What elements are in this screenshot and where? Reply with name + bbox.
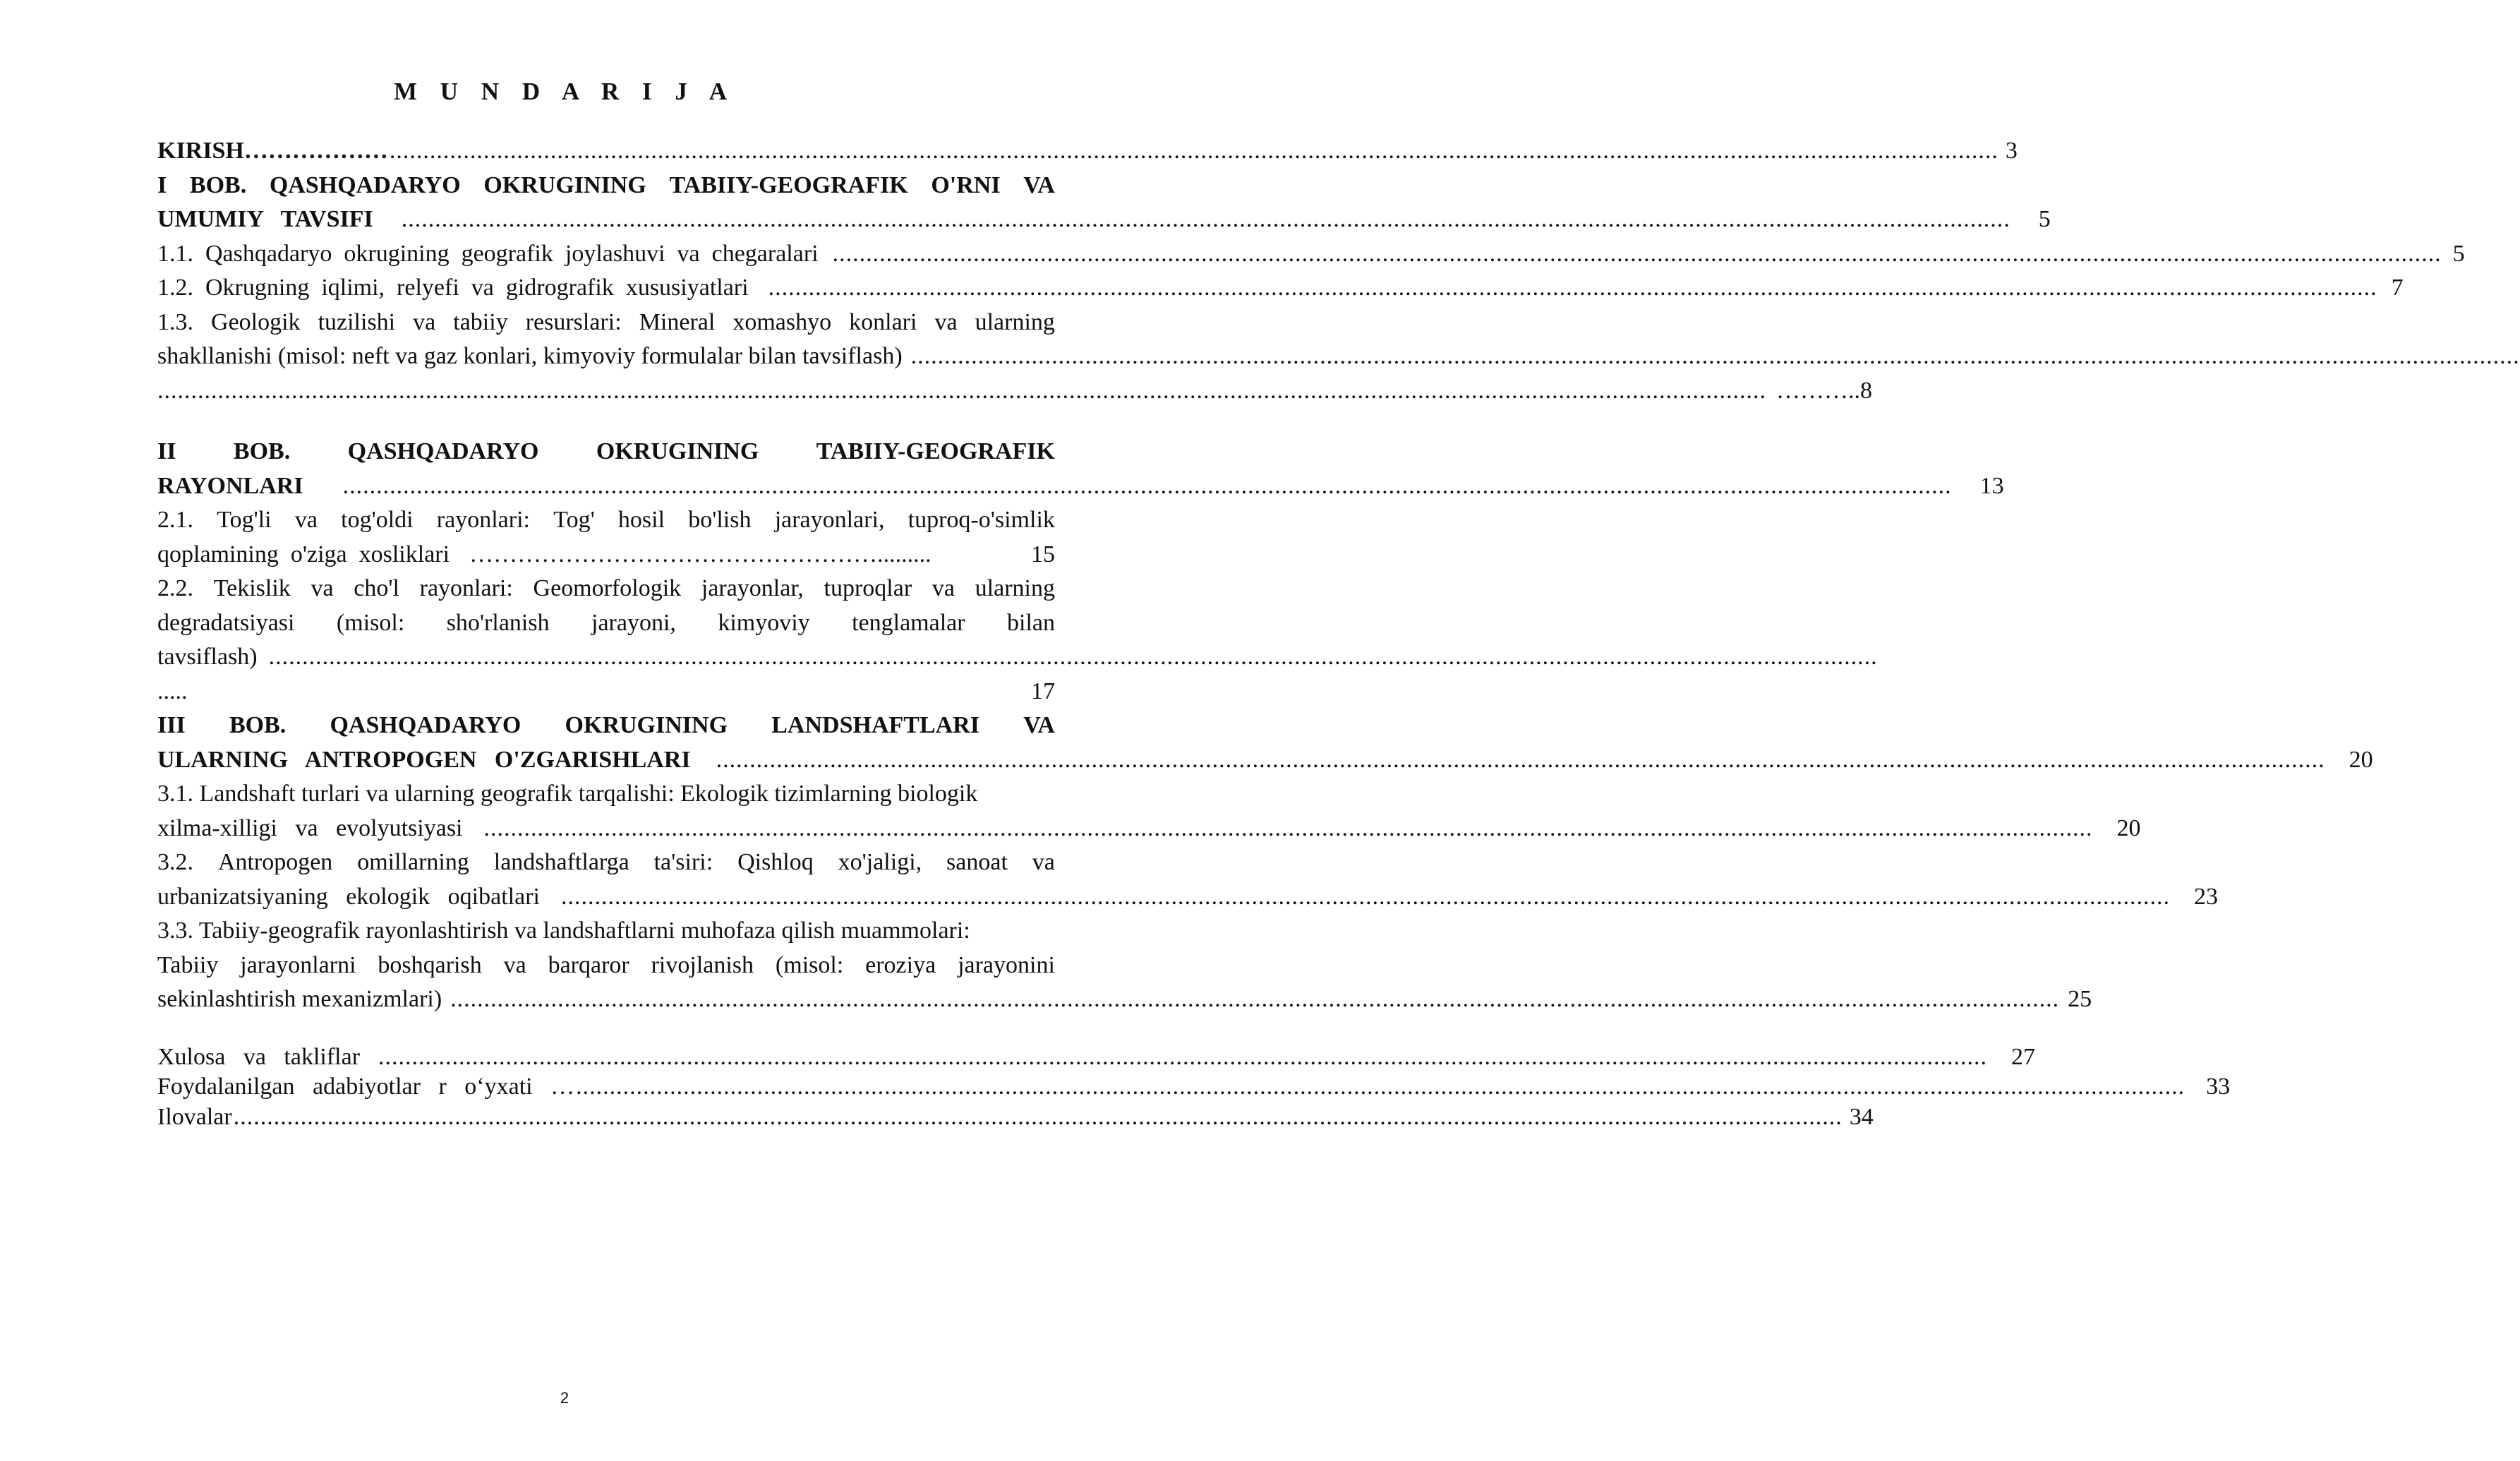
toc-word: tuproqlar xyxy=(824,575,912,601)
dot-leader: ................................................................................................................................................................................................................................................ xyxy=(716,746,2325,773)
toc-entry-3-3-cont2[interactable] xyxy=(157,982,2092,1017)
toc-entry-label: RAYONLARI xyxy=(157,472,303,499)
toc-word: cho'l xyxy=(354,575,399,601)
toc-word: I xyxy=(157,172,167,198)
table-of-contents xyxy=(157,134,2520,1132)
toc-entry-label: tavsiflash) xyxy=(157,644,258,670)
toc-entry-label: 3.3. Tabiiy-geografik rayonlashtirish va landshaftlarni muhofaza qilish muammolari: xyxy=(157,918,970,944)
toc-word: eroziya xyxy=(865,951,936,978)
toc-word: Tabiiy xyxy=(157,951,219,978)
page-title: M U N D A R I J A xyxy=(393,78,736,105)
toc-page-number: 20 xyxy=(2349,746,2373,773)
toc-word: LANDSHAFTLARI xyxy=(771,712,979,738)
toc-entry-1-3-cont[interactable] xyxy=(157,339,2520,374)
toc-entry-label: KIRISH……………… xyxy=(157,138,388,164)
toc-entry-label: sekinlashtirish mexanizmlari) xyxy=(157,986,442,1012)
toc-word: bo'lish xyxy=(688,507,752,533)
toc-page-number: 27 xyxy=(2011,1043,2036,1070)
toc-word: ularning xyxy=(975,308,1055,335)
toc-entry-bob2[interactable] xyxy=(157,435,1055,469)
dot-leader: ................................................................................................................................................................................................................................................ xyxy=(560,883,2170,910)
dot-leader: ................................................................................................................................................................................................................................................ xyxy=(768,275,2377,301)
toc-word: 2.1. xyxy=(157,507,193,533)
toc-word: Tekislik xyxy=(213,575,291,601)
toc-page-number: 5 xyxy=(2452,240,2465,267)
toc-entry-3-3-cont[interactable] xyxy=(157,949,1055,983)
toc-word: OKRUGINING xyxy=(483,172,646,198)
toc-word: barqaror xyxy=(548,951,629,978)
toc-entry-2-1[interactable] xyxy=(157,503,1055,538)
dot-leader: ................................................................................................................................................................................................................................................ xyxy=(832,240,2442,267)
toc-word: jarayonini xyxy=(958,951,1055,978)
toc-word: Tog' xyxy=(553,507,595,533)
toc-entry-adabiyotlar[interactable] xyxy=(157,1072,2231,1102)
toc-entry-3-1-cont[interactable] xyxy=(157,812,2141,846)
toc-word: kimyoviy xyxy=(718,609,810,636)
toc-word: sanoat xyxy=(946,849,1008,875)
toc-entry-3-1[interactable] xyxy=(157,777,1055,812)
toc-page-number: 23 xyxy=(2193,883,2218,910)
toc-word: 1.3. xyxy=(157,308,193,335)
toc-entry-2-2-cont2[interactable] xyxy=(157,640,1878,675)
dot-leader: ................................................................................................................................................................................................................................................ xyxy=(483,814,2093,841)
toc-entry-bob2-cont[interactable] xyxy=(157,469,2004,504)
toc-word: va xyxy=(932,575,955,601)
toc-page-number: 25 xyxy=(2068,986,2092,1012)
dot-leader: ..... xyxy=(157,678,188,704)
toc-word: III xyxy=(157,712,186,738)
toc-word: BOB. xyxy=(189,172,247,198)
dot-leader: ................................................................................................................................................................................................................................................ xyxy=(157,377,1766,404)
toc-word: va xyxy=(934,308,958,335)
toc-word: QASHQADARYO xyxy=(269,172,461,198)
toc-word: jarayonlarni xyxy=(240,951,356,978)
toc-page-number: 3 xyxy=(2005,138,2018,164)
dot-leader: ................................................................................................................................................................................................................................................ xyxy=(378,1043,1988,1070)
dot-leader: ................................................................................................................................................................................................................................................ xyxy=(389,138,1998,164)
page-number: 2 xyxy=(560,1389,569,1407)
dot-leader: ................................................................................................................................................................................................................................................ xyxy=(576,1074,2186,1100)
toc-word: QASHQADARYO xyxy=(330,712,522,738)
toc-page-number: 5 xyxy=(2038,206,2051,232)
dot-leader: ................................................................................................................................................................................................................................................ xyxy=(268,644,1878,670)
toc-entry-2-2-cont[interactable] xyxy=(157,606,1055,641)
toc-word: konlari xyxy=(849,308,917,335)
toc-word: degradatsiyasi xyxy=(157,609,295,636)
toc-word: ularning xyxy=(975,575,1055,601)
spacer xyxy=(157,408,1055,435)
toc-word: omillarning xyxy=(357,849,469,875)
toc-word: va xyxy=(311,575,334,601)
toc-word: va xyxy=(503,951,526,978)
toc-word: xo'jaligi, xyxy=(838,849,922,875)
toc-page-number: 13 xyxy=(1979,472,2004,499)
toc-word: (misol: xyxy=(336,609,405,636)
toc-entry-1-3-cont2[interactable] xyxy=(157,374,1872,409)
toc-word: 3.2. xyxy=(157,849,193,875)
toc-word: Tog'li xyxy=(217,507,272,533)
toc-word: tuproq-o'simlik xyxy=(908,507,1055,533)
toc-page-number: 17 xyxy=(1031,678,1055,704)
toc-word: va xyxy=(294,507,318,533)
toc-word: jarayonlari, xyxy=(774,507,885,533)
toc-entry-bob1-cont[interactable] xyxy=(157,203,2051,237)
toc-word: boshqarish xyxy=(378,951,482,978)
toc-entry-label: urbanizatsiyaning ekologik oqibatlari xyxy=(157,883,540,910)
toc-word: sho'rlanish xyxy=(446,609,550,636)
toc-page-number: 7 xyxy=(2391,275,2404,301)
toc-entry-label: 3.1. Landshaft turlari va ularning geografik tarqalishi: Ekologik tizimlarning biologik xyxy=(157,781,978,807)
toc-word: rivojlanish xyxy=(651,951,754,978)
spacer xyxy=(157,1017,1055,1042)
toc-word: Mineral xyxy=(639,308,716,335)
toc-entry-xulosa[interactable] xyxy=(157,1042,2036,1073)
toc-word: BOB. xyxy=(233,438,291,464)
toc-word: tuzilishi xyxy=(318,308,396,335)
toc-entry-1-3[interactable] xyxy=(157,306,1055,340)
toc-word: BOB. xyxy=(229,712,287,738)
toc-entry-bob1[interactable] xyxy=(157,169,1055,203)
toc-word: Antropogen xyxy=(217,849,333,875)
toc-word: hosil xyxy=(617,507,665,533)
toc-word: O'RNI xyxy=(931,172,1001,198)
toc-word: resurslari: xyxy=(525,308,622,335)
toc-word: tenglamalar xyxy=(852,609,965,636)
toc-word: landshaftlarga xyxy=(493,849,629,875)
toc-word: ta'siri: xyxy=(653,849,713,875)
toc-entry-2-2-cont3[interactable] xyxy=(157,675,1055,709)
toc-entry-label: 1.1. Qashqadaryo okrugining geografik joylashuvi va chegaralari xyxy=(157,240,819,267)
toc-entry-label: shakllanishi (misol: neft va gaz konlari, kimyoviy formulalar bilan tavsiflash) xyxy=(157,343,903,369)
dot-leader: ................................................................................................................................................................................................................................................ xyxy=(233,1103,1843,1130)
toc-entry-2-1-cont[interactable] xyxy=(157,538,1055,572)
toc-word: rayonlari: xyxy=(436,507,530,533)
toc-word: Geomorfologik xyxy=(533,575,682,601)
toc-word: 2.2. xyxy=(157,575,193,601)
toc-entry-label: Foydalanilgan adabiyotlar r o‘yxati … xyxy=(157,1074,575,1100)
dot-leader: ................................................................................................................................................................................................................................................ xyxy=(401,206,2010,232)
toc-entry-3-3[interactable] xyxy=(157,914,1055,949)
toc-page-number: 34 xyxy=(1849,1103,1874,1130)
toc-entry-label: UMUMIY TAVSIFI xyxy=(157,206,373,232)
toc-word: II xyxy=(157,438,176,464)
toc-entry-kirish[interactable] xyxy=(157,134,2018,169)
toc-word: OKRUGINING xyxy=(596,438,759,464)
toc-entry-bob3[interactable] xyxy=(157,709,1055,743)
toc-entry-ilovalar[interactable] xyxy=(157,1102,1874,1133)
dot-leader: ................................................................................................................................................................................................................................................ xyxy=(342,472,1952,499)
dot-leader: ................................................................................................................................................................................................................................................ xyxy=(450,986,2060,1012)
toc-page-number: 33 xyxy=(2206,1074,2231,1100)
toc-word: VA xyxy=(1023,172,1055,198)
toc-page-number: ………..8 xyxy=(1776,377,1872,404)
toc-entry-label: ULARNING ANTROPOGEN O'ZGARISHLARI xyxy=(157,746,691,773)
toc-entry-bob3-cont[interactable] xyxy=(157,743,2373,778)
toc-word: xomashyo xyxy=(733,308,832,335)
toc-word: tog'oldi xyxy=(341,507,414,533)
toc-entry-label: xilma-xilligi va evolyutsiyasi xyxy=(157,814,463,841)
toc-word: rayonlari: xyxy=(419,575,513,601)
dot-leader: ................................................................................................................................................................................................................................................ xyxy=(910,343,2520,369)
toc-word: Qishloq xyxy=(737,849,814,875)
toc-word: OKRUGINING xyxy=(565,712,728,738)
toc-word: TABIIY-GEOGRAFIK xyxy=(669,172,908,198)
toc-entry-3-2-cont[interactable] xyxy=(157,880,2218,915)
toc-word: va xyxy=(1032,849,1055,875)
toc-entry-label: Ilovalar xyxy=(157,1103,232,1130)
toc-entry-label: qoplamining o'ziga xosliklari xyxy=(157,541,450,567)
toc-word: (misol: xyxy=(775,951,844,978)
toc-word: va xyxy=(413,308,436,335)
toc-word: TABIIY-GEOGRAFIK xyxy=(816,438,1055,464)
toc-entry-label: 1.2. Okrugning iqlimi, relyefi va gidrografik xususiyatlari xyxy=(157,275,749,301)
toc-entry-3-2[interactable] xyxy=(157,846,1055,880)
toc-word: QASHQADARYO xyxy=(347,438,539,464)
toc-word: VA xyxy=(1023,712,1055,738)
dot-leader: ……………………………………………......... xyxy=(469,541,932,567)
toc-page-number: 15 xyxy=(1031,541,1055,567)
toc-entry-1-1[interactable] xyxy=(157,237,2465,272)
toc-entry-label: Xulosa va takliflar xyxy=(157,1043,361,1070)
toc-word: jarayonlar, xyxy=(701,575,804,601)
toc-entry-2-2[interactable] xyxy=(157,572,1055,606)
toc-word: jarayoni, xyxy=(591,609,676,636)
toc-word: tabiiy xyxy=(453,308,508,335)
toc-word: bilan xyxy=(1007,609,1055,636)
toc-entry-1-2[interactable] xyxy=(157,271,2404,306)
toc-word: Geologik xyxy=(211,308,301,335)
toc-page-number: 20 xyxy=(2116,814,2141,841)
